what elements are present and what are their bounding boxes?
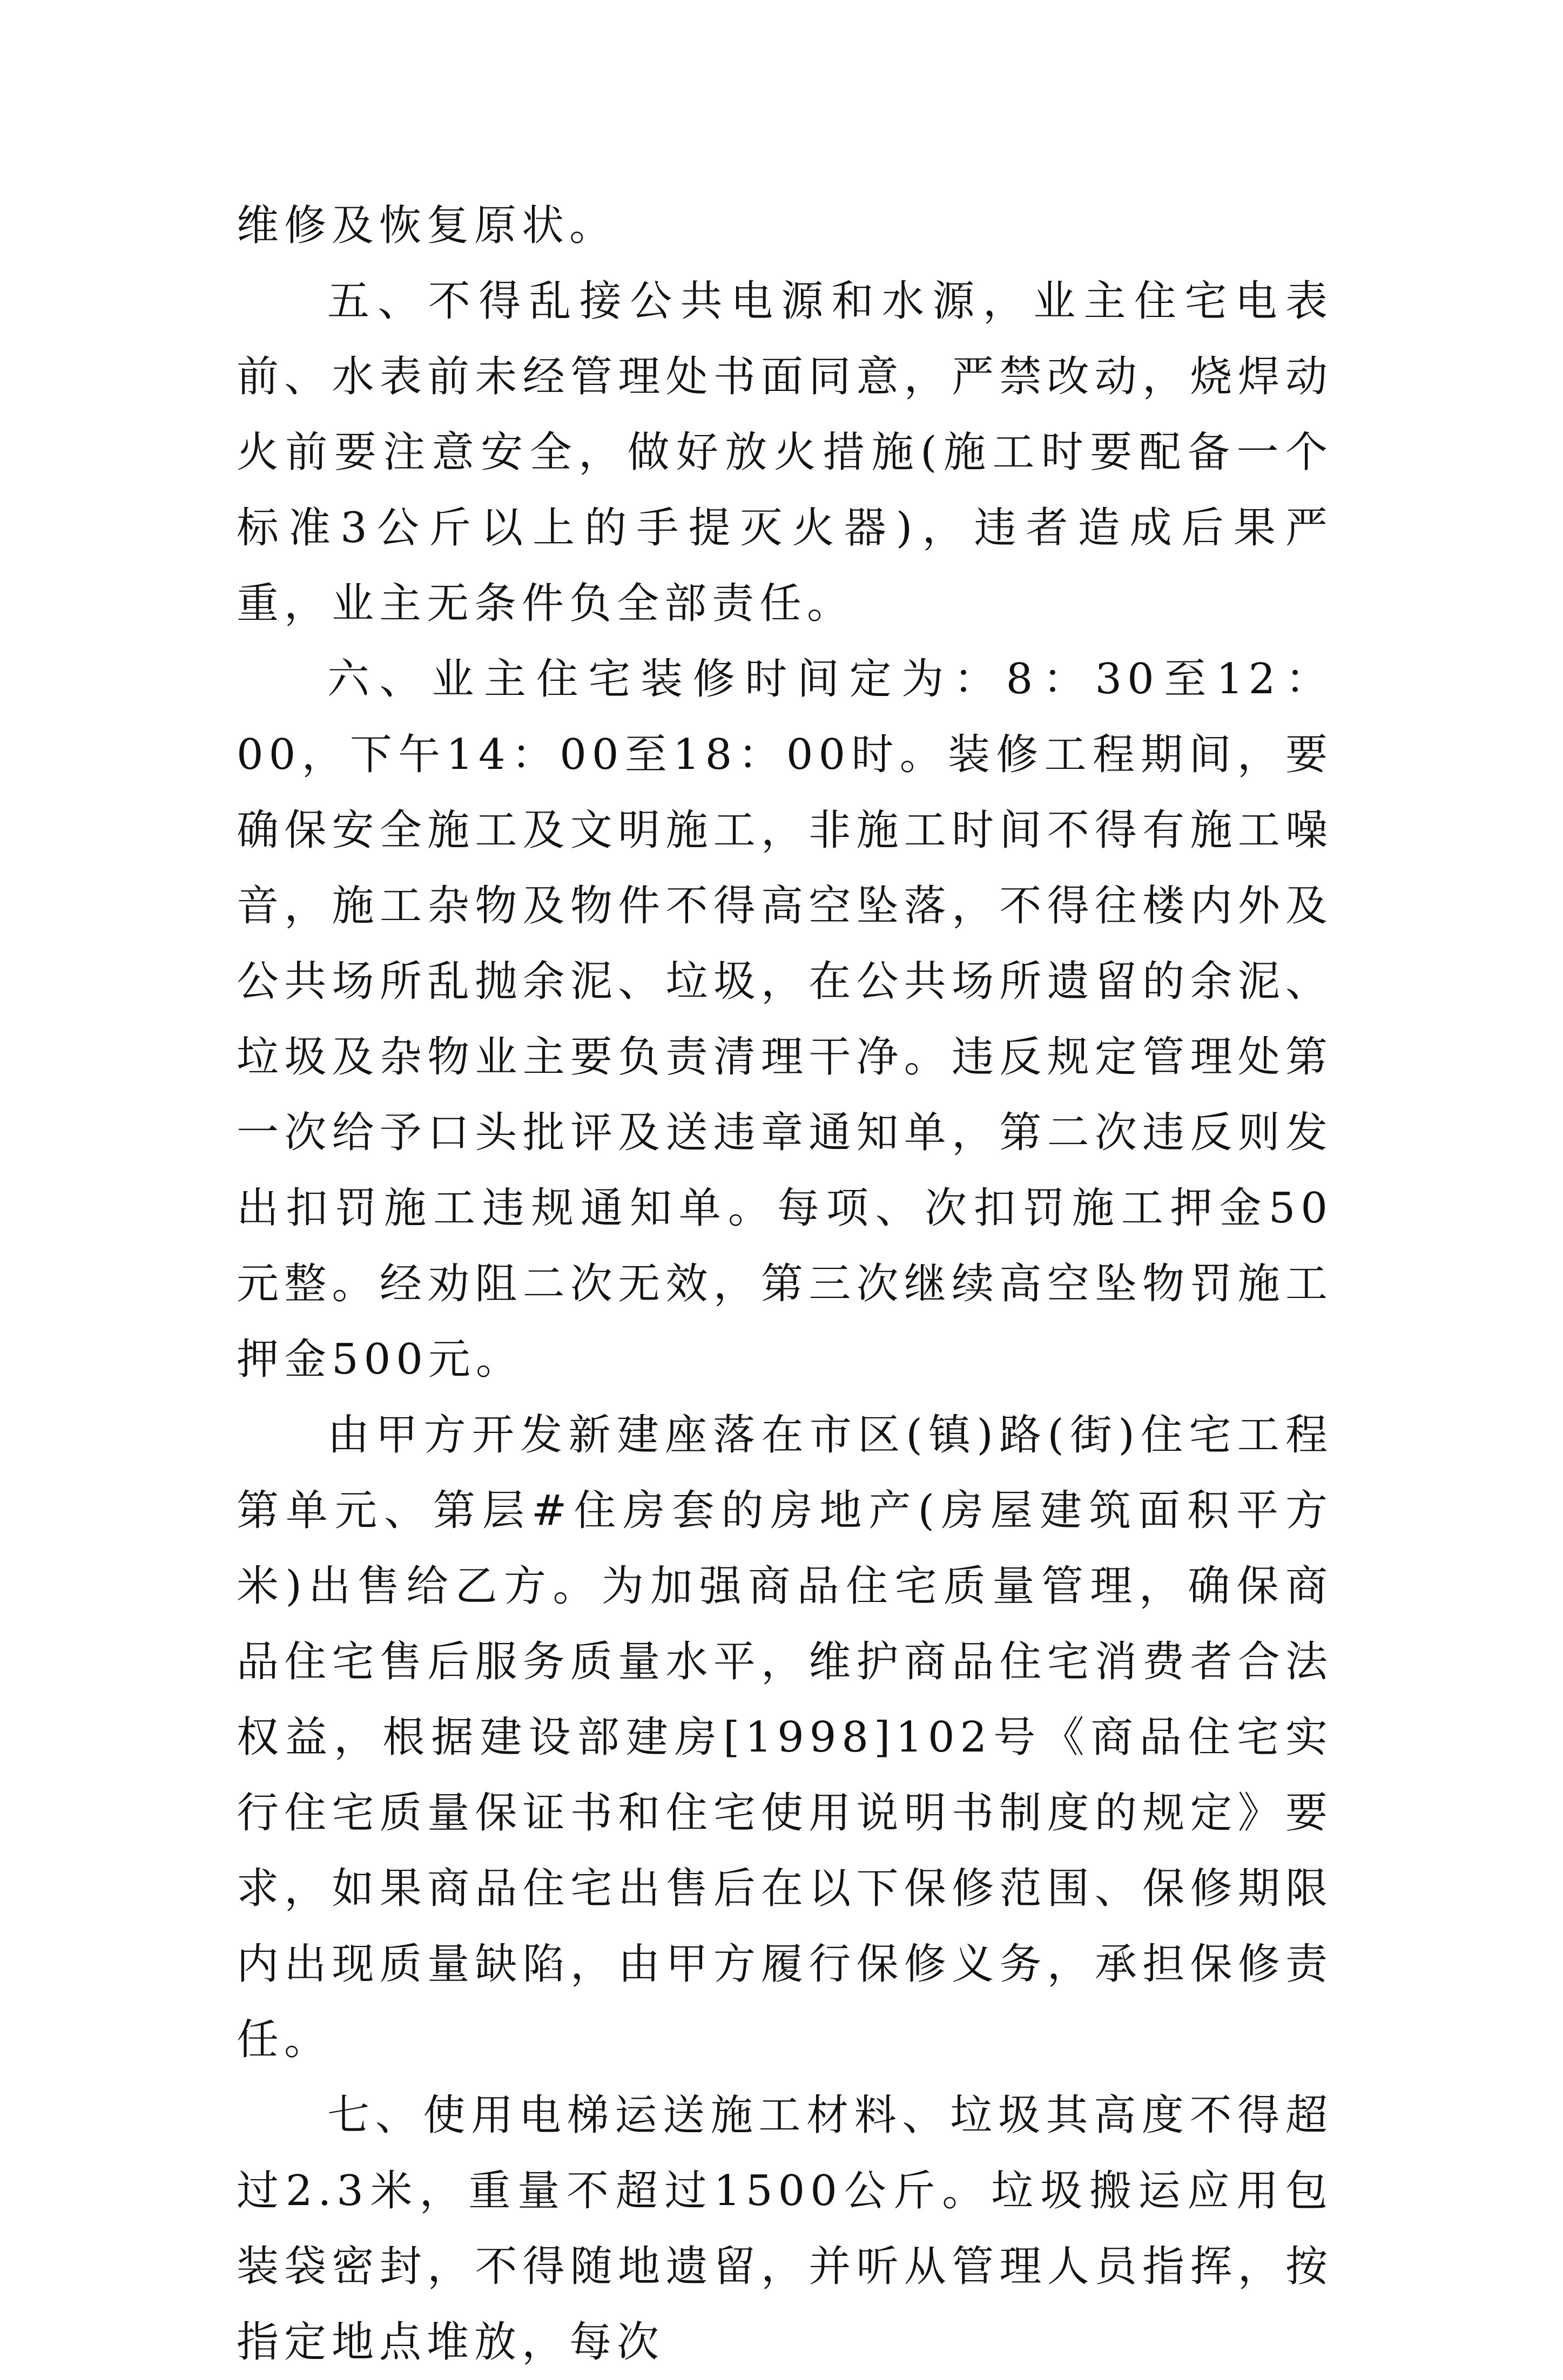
paragraph-continuation: 维修及恢复原状。 (237, 201, 617, 250)
document-body (237, 188, 1333, 2380)
paragraph-item-7: 七、使用电梯运送施工材料、垃圾其高度不得超过2.3米，重量不超过1500公斤。垃圾搬运应用包装袋密封，不得随地遗留，并听从管理人员指挥，按指定地点堆放，每次 (237, 2091, 1333, 2367)
paragraph-item-5: 五、不得乱接公共电源和水源，业主住宅电表前、水表前未经管理处书面同意，严禁改动，烧焊动火前要注意安全，做好放火措施(施工时要配备一个标准3公斤以上的手提灭火器)，违者造成后果严重，业主无条件负全部责任。 (237, 277, 1333, 628)
paragraph-warranty: 由甲方开发新建座落在市区(镇)路(街)住宅工程第单元、第层#住房套的房地产(房屋建筑面积平方米)出售给乙方。为加强商品住宅质量管理，确保商品住宅售后服务质量水平，维护商品住宅消费者合法权益，根据建设部建房[1998]102号《商品住宅实行住宅质量保证书和住宅使用说明书制度的规定》要求，如果商品住宅出售后在以下保修范围、保修期限内出现质量缺陷，由甲方履行保修义务，承担保修责任。 (237, 1411, 1333, 2064)
paragraph-item-6: 六、业主住宅装修时间定为：8：30至12：00，下午14：00至18：00时。装修工程期间，要确保安全施工及文明施工，非施工时间不得有施工噪音，施工杂物及物件不得高空坠落，不得往楼内外及公共场所乱抛余泥、垃圾，在公共场所遗留的余泥、垃圾及杂物业主要负责清理干净。违反规定管理处第一次给予口头批评及送违章通知单，第二次违反则发出扣罚施工违规通知单。每项、次扣罚施工押金50元整。经劝阻二次无效，第三次继续高空坠物罚施工押金500元。 (237, 655, 1333, 1384)
